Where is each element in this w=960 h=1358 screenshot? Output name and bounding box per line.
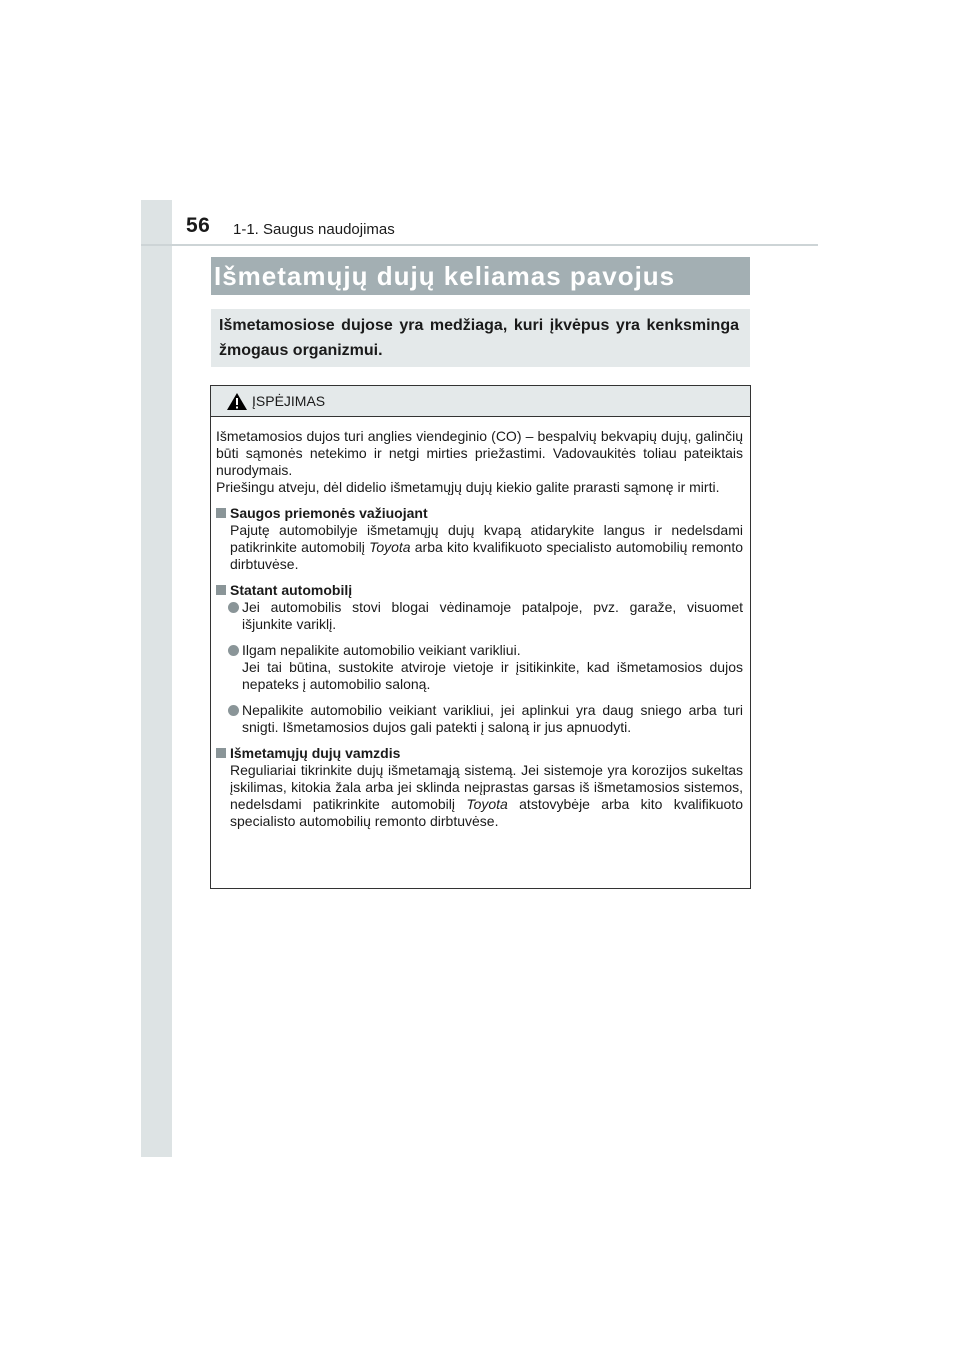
warning-header — [211, 386, 750, 417]
warning-paragraph-1: Išmetamosios dujos turi anglies viendeginio (CO) – bespalvių bekvapių dujų, galinčių būti sąmonės netekimo ir netgi mirties priežastimi. Vadovaukitės toliau pateiktais nurodymais. — [216, 428, 743, 478]
title-bar — [211, 257, 750, 295]
header-rule — [141, 244, 818, 246]
warning-body — [216, 428, 743, 830]
square-bullet-icon — [216, 585, 226, 595]
section-text-driving: Pajutę automobilyje išmetamųjų dujų kvapą atidarykite langus ir nedelsdami patikrinkite automobilį Toyota arba kito kvalifikuoto specialisto automobilių remonto dirbtuvėse. — [230, 522, 743, 572]
warning-paragraph-2: Priešingu atveju, dėl didelio išmetamųjų dujų kiekio galite prarasti sąmonę ir mirti. — [216, 479, 720, 495]
section-heading-driving: Saugos priemonės važiuojant — [216, 505, 743, 522]
list-item: Ilgam nepalikite automobilio veikiant varikliui. — [216, 642, 743, 659]
intro-box — [211, 309, 750, 367]
circle-bullet-icon — [228, 705, 239, 716]
warning-title: ĮSPĖJIMAS — [252, 393, 326, 409]
list-item: Nepalikite automobilio veikiant varikliui, jei aplinkui yra daug sniego arba turi snigti. Išmetamosios dujos gali patekti į saloną ir jus apnuodyti. — [216, 702, 743, 736]
list-item-continuation: Jei tai būtina, sustokite atviroje vietoje ir įsitikinkite, kad išmetamosios dujos nepateks į automobilio saloną. — [242, 659, 743, 692]
warning-triangle-icon — [226, 392, 248, 411]
section-text-exhaust-pipe: Reguliariai tikrinkite dujų išmetamąją sistemą. Jei sistemoje yra korozijos sukeltas įskilimas, kitokia žala arba jei sklinda neįprastas garsas iš išmetamosios sistemos, nedelsdami patikrinkite automobilį Toyota atstovybėje arba kito kvalifikuoto specialisto automobilių remonto dirbtuvėse. — [230, 762, 744, 829]
side-strip — [141, 200, 172, 1157]
square-bullet-icon — [216, 748, 226, 758]
section-heading-exhaust-pipe: Išmetamųjų dujų vamzdis — [216, 745, 743, 762]
list-item: Jei automobilis stovi blogai vėdinamoje patalpoje, pvz. garaže, visuomet išjunkite variklį. — [216, 599, 743, 633]
square-bullet-icon — [216, 508, 226, 518]
circle-bullet-icon — [228, 645, 239, 656]
circle-bullet-icon — [228, 602, 239, 613]
intro-text: Išmetamosiose dujose yra medžiaga, kuri įkvėpus yra kenksminga žmogaus organizmui. — [219, 317, 739, 359]
section-heading-parking: Statant automobilį — [216, 582, 743, 599]
page-number: 56 — [186, 214, 211, 237]
section-label: 1-1. Saugus naudojimas — [233, 221, 395, 238]
page-title: Išmetamųjų dujų keliamas pavojus — [214, 261, 676, 291]
warning-box — [210, 385, 751, 889]
